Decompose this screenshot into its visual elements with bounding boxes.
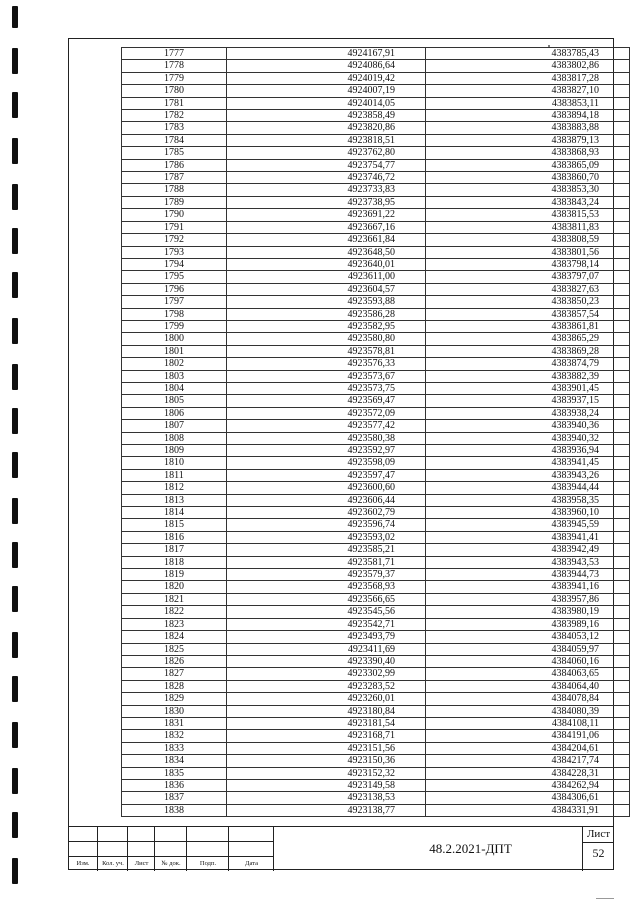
coordinate-x: 4923858,49 [227, 110, 426, 122]
coordinate-y: 4383957,86 [426, 593, 630, 605]
binding-mark [12, 92, 18, 118]
table-row [122, 469, 630, 481]
point-number: 1784 [122, 134, 227, 146]
point-number: 1796 [122, 283, 227, 295]
binding-mark [12, 768, 18, 794]
point-number: 1789 [122, 196, 227, 208]
coordinate-x: 4923582,95 [227, 320, 426, 332]
coordinate-y: 4383802,86 [426, 60, 630, 72]
coordinate-x: 4923573,75 [227, 382, 426, 394]
coordinate-y: 4383940,36 [426, 420, 630, 432]
table-row [122, 779, 630, 791]
point-number: 1799 [122, 320, 227, 332]
coordinate-y: 4383860,70 [426, 172, 630, 184]
table-row [122, 345, 630, 357]
title-block [68, 826, 614, 870]
table-row [122, 159, 630, 171]
point-number: 1815 [122, 519, 227, 531]
binding-mark [12, 858, 18, 884]
point-number: 1794 [122, 258, 227, 270]
point-number: 1820 [122, 581, 227, 593]
point-number: 1811 [122, 469, 227, 481]
table-row [122, 110, 630, 122]
binding-mark [12, 318, 18, 344]
coordinate-y: 4383798,14 [426, 258, 630, 270]
coordinate-x: 4923596,74 [227, 519, 426, 531]
point-number: 1779 [122, 72, 227, 84]
point-number: 1805 [122, 395, 227, 407]
coordinate-y: 4383883,88 [426, 122, 630, 134]
coordinate-x: 4923818,51 [227, 134, 426, 146]
coordinate-y: 4383815,53 [426, 209, 630, 221]
table-row [122, 655, 630, 667]
coordinate-x: 4924167,91 [227, 48, 426, 60]
coordinate-x: 4923593,02 [227, 531, 426, 543]
point-number: 1807 [122, 420, 227, 432]
table-row [122, 72, 630, 84]
coordinate-x: 4923648,50 [227, 246, 426, 258]
point-number: 1780 [122, 85, 227, 97]
scan-speck [596, 898, 614, 899]
coordinate-x: 4923606,44 [227, 494, 426, 506]
coordinate-y: 4383945,59 [426, 519, 630, 531]
table-row [122, 804, 630, 816]
coordinate-x: 4923493,79 [227, 631, 426, 643]
table-row [122, 730, 630, 742]
coordinate-y: 4384060,16 [426, 655, 630, 667]
binding-mark [12, 48, 18, 74]
point-number: 1792 [122, 234, 227, 246]
point-number: 1821 [122, 593, 227, 605]
table-row [122, 85, 630, 97]
table-row [122, 631, 630, 643]
table-row [122, 519, 630, 531]
coordinate-y: 4384108,11 [426, 717, 630, 729]
coordinate-x: 4923667,16 [227, 221, 426, 233]
binding-mark [12, 586, 18, 612]
coordinate-x: 4924019,42 [227, 72, 426, 84]
coordinate-y: 4384053,12 [426, 631, 630, 643]
coordinate-x: 4923661,84 [227, 234, 426, 246]
coordinate-x: 4923585,21 [227, 544, 426, 556]
coordinate-y: 4383865,29 [426, 333, 630, 345]
table-row [122, 134, 630, 146]
point-number: 1831 [122, 717, 227, 729]
point-number: 1829 [122, 693, 227, 705]
table-row [122, 432, 630, 444]
coordinate-y: 4383797,07 [426, 271, 630, 283]
header-date: Дата [245, 860, 258, 867]
table-row [122, 445, 630, 457]
coordinate-y: 4383941,16 [426, 581, 630, 593]
coordinate-x: 4923580,38 [227, 432, 426, 444]
coordinate-y: 4383850,23 [426, 296, 630, 308]
coordinate-y: 4383874,79 [426, 358, 630, 370]
table-row [122, 234, 630, 246]
coordinate-y: 4384306,61 [426, 792, 630, 804]
table-row [122, 643, 630, 655]
table-row [122, 693, 630, 705]
coordinate-x: 4923569,47 [227, 395, 426, 407]
point-number: 1818 [122, 556, 227, 568]
coordinate-y: 4383869,28 [426, 345, 630, 357]
table-row [122, 196, 630, 208]
table-row [122, 618, 630, 630]
table-row [122, 556, 630, 568]
table-row [122, 209, 630, 221]
point-number: 1797 [122, 296, 227, 308]
point-number: 1832 [122, 730, 227, 742]
coordinate-y: 4384217,74 [426, 755, 630, 767]
point-number: 1785 [122, 147, 227, 159]
coordinate-y: 4384204,61 [426, 742, 630, 754]
coordinate-x: 4923138,53 [227, 792, 426, 804]
table-row [122, 581, 630, 593]
coordinate-y: 4383942,49 [426, 544, 630, 556]
sheet-label: Лист [586, 828, 611, 840]
coordinate-x: 4923149,58 [227, 779, 426, 791]
table-row [122, 742, 630, 754]
point-number: 1813 [122, 494, 227, 506]
table-row [122, 48, 630, 60]
binding-mark [12, 452, 18, 478]
table-row [122, 792, 630, 804]
coordinate-x: 4923602,79 [227, 507, 426, 519]
coordinate-y: 4383901,45 [426, 382, 630, 394]
binding-mark [12, 184, 18, 210]
coordinate-x: 4923580,80 [227, 333, 426, 345]
point-number: 1781 [122, 97, 227, 109]
table-row [122, 296, 630, 308]
header-signature: Подп. [199, 860, 217, 867]
coordinate-y: 4383857,54 [426, 308, 630, 320]
coordinate-y: 4383879,13 [426, 134, 630, 146]
point-number: 1823 [122, 618, 227, 630]
point-number: 1795 [122, 271, 227, 283]
coordinate-y: 4384064,40 [426, 680, 630, 692]
point-number: 1777 [122, 48, 227, 60]
point-number: 1787 [122, 172, 227, 184]
table-row [122, 382, 630, 394]
coordinate-x: 4923150,36 [227, 755, 426, 767]
coordinate-x: 4923733,83 [227, 184, 426, 196]
table-row [122, 531, 630, 543]
coordinate-x: 4923581,71 [227, 556, 426, 568]
table-row [122, 668, 630, 680]
table-row [122, 494, 630, 506]
point-number: 1809 [122, 445, 227, 457]
coordinate-y: 4384078,84 [426, 693, 630, 705]
table-row [122, 221, 630, 233]
point-number: 1804 [122, 382, 227, 394]
coordinate-x: 4923411,69 [227, 643, 426, 655]
coordinate-y: 4383941,41 [426, 531, 630, 543]
binding-mark [12, 408, 18, 434]
coordinate-x: 4923578,81 [227, 345, 426, 357]
coordinate-x: 4923152,32 [227, 767, 426, 779]
table-row [122, 122, 630, 134]
table-row [122, 333, 630, 345]
point-number: 1778 [122, 60, 227, 72]
coordinate-x: 4923586,28 [227, 308, 426, 320]
point-number: 1801 [122, 345, 227, 357]
table-row [122, 457, 630, 469]
coordinate-y: 4383817,28 [426, 72, 630, 84]
point-number: 1827 [122, 668, 227, 680]
coordinate-x: 4923260,01 [227, 693, 426, 705]
coordinate-y: 4384262,94 [426, 779, 630, 791]
point-number: 1817 [122, 544, 227, 556]
coordinate-y: 4384063,65 [426, 668, 630, 680]
sheet-number: 52 [592, 846, 605, 860]
table-row [122, 283, 630, 295]
coordinate-x: 4923577,42 [227, 420, 426, 432]
table-row [122, 370, 630, 382]
coordinate-y: 4384059,97 [426, 643, 630, 655]
binding-mark [12, 632, 18, 658]
coordinate-x: 4923691,22 [227, 209, 426, 221]
table-row [122, 271, 630, 283]
coordinate-x: 4923545,56 [227, 606, 426, 618]
coordinate-y: 4383944,44 [426, 482, 630, 494]
coordinate-x: 4923168,71 [227, 730, 426, 742]
table-row [122, 544, 630, 556]
coordinate-y: 4383943,53 [426, 556, 630, 568]
point-number: 1790 [122, 209, 227, 221]
coordinate-y: 4383937,15 [426, 395, 630, 407]
coordinate-x: 4923604,57 [227, 283, 426, 295]
point-number: 1810 [122, 457, 227, 469]
coordinate-y: 4383989,16 [426, 618, 630, 630]
point-number: 1826 [122, 655, 227, 667]
coordinate-y: 4383785,43 [426, 48, 630, 60]
point-number: 1802 [122, 358, 227, 370]
binding-mark [12, 722, 18, 748]
coordinate-y: 4383868,93 [426, 147, 630, 159]
table-row [122, 482, 630, 494]
binding-mark [12, 812, 18, 838]
coordinate-y: 4384228,31 [426, 767, 630, 779]
binding-mark [12, 364, 18, 390]
header-change: Изм. [76, 860, 90, 867]
table-row [122, 767, 630, 779]
point-number: 1835 [122, 767, 227, 779]
point-number: 1803 [122, 370, 227, 382]
coordinate-x: 4924086,64 [227, 60, 426, 72]
coordinate-x: 4923283,52 [227, 680, 426, 692]
point-number: 1834 [122, 755, 227, 767]
coordinate-x: 4923598,09 [227, 457, 426, 469]
coordinate-x: 4923600,60 [227, 482, 426, 494]
coordinate-y: 4383827,63 [426, 283, 630, 295]
coordinate-x: 4923573,67 [227, 370, 426, 382]
point-number: 1783 [122, 122, 227, 134]
coordinate-x: 4923568,93 [227, 581, 426, 593]
header-doc-number: № док. [161, 860, 181, 867]
point-number: 1830 [122, 705, 227, 717]
coordinate-y: 4383960,10 [426, 507, 630, 519]
coordinate-y: 4383936,94 [426, 445, 630, 457]
coordinate-x: 4923180,84 [227, 705, 426, 717]
coordinate-y: 4383882,39 [426, 370, 630, 382]
coordinate-x: 4923302,99 [227, 668, 426, 680]
table-row [122, 97, 630, 109]
table-row [122, 184, 630, 196]
point-number: 1814 [122, 507, 227, 519]
point-number: 1798 [122, 308, 227, 320]
point-number: 1806 [122, 407, 227, 419]
document-code: 48.2.2021-ДПТ [429, 841, 512, 856]
table-row [122, 507, 630, 519]
table-row [122, 407, 630, 419]
coordinate-y: 4383811,83 [426, 221, 630, 233]
point-number: 1808 [122, 432, 227, 444]
coordinate-x: 4923151,56 [227, 742, 426, 754]
coordinate-y: 4383801,56 [426, 246, 630, 258]
point-number: 1838 [122, 804, 227, 816]
coordinate-x: 4923762,80 [227, 147, 426, 159]
coordinate-x: 4923572,09 [227, 407, 426, 419]
coordinates-table [121, 47, 630, 817]
point-number: 1782 [122, 110, 227, 122]
coordinate-y: 4383958,35 [426, 494, 630, 506]
coordinate-y: 4384331,91 [426, 804, 630, 816]
coordinate-x: 4924014,05 [227, 97, 426, 109]
table-row [122, 246, 630, 258]
coordinate-y: 4383938,24 [426, 407, 630, 419]
coordinate-x: 4923746,72 [227, 172, 426, 184]
coordinate-x: 4923820,86 [227, 122, 426, 134]
coordinate-x: 4923181,54 [227, 717, 426, 729]
coordinate-x: 4923542,71 [227, 618, 426, 630]
point-number: 1816 [122, 531, 227, 543]
point-number: 1824 [122, 631, 227, 643]
coordinate-x: 4923138,77 [227, 804, 426, 816]
coordinate-x: 4923576,33 [227, 358, 426, 370]
point-number: 1800 [122, 333, 227, 345]
point-number: 1837 [122, 792, 227, 804]
coordinate-y: 4383861,81 [426, 320, 630, 332]
coordinate-y: 4383827,10 [426, 85, 630, 97]
coordinate-x: 4923738,95 [227, 196, 426, 208]
coordinate-x: 4923597,47 [227, 469, 426, 481]
table-row [122, 395, 630, 407]
coordinate-y: 4384080,39 [426, 705, 630, 717]
coordinate-x: 4923640,01 [227, 258, 426, 270]
coordinate-y: 4383980,19 [426, 606, 630, 618]
coordinate-y: 4384191,06 [426, 730, 630, 742]
table-row [122, 593, 630, 605]
table-row [122, 420, 630, 432]
table-row [122, 755, 630, 767]
binding-mark [12, 138, 18, 164]
coordinate-x: 4924007,19 [227, 85, 426, 97]
point-number: 1833 [122, 742, 227, 754]
header-count: Кол. уч. [102, 860, 124, 867]
table-row [122, 320, 630, 332]
coordinate-x: 4923611,00 [227, 271, 426, 283]
table-row [122, 680, 630, 692]
coordinate-y: 4383944,73 [426, 569, 630, 581]
coordinate-y: 4383808,59 [426, 234, 630, 246]
coordinate-x: 4923593,88 [227, 296, 426, 308]
coordinate-y: 4383940,32 [426, 432, 630, 444]
point-number: 1828 [122, 680, 227, 692]
table-row [122, 358, 630, 370]
coordinate-x: 4923754,77 [227, 159, 426, 171]
point-number: 1825 [122, 643, 227, 655]
coordinate-x: 4923579,37 [227, 569, 426, 581]
binding-mark [12, 542, 18, 568]
point-number: 1812 [122, 482, 227, 494]
point-number: 1793 [122, 246, 227, 258]
point-number: 1791 [122, 221, 227, 233]
binding-mark [12, 6, 18, 28]
coordinate-y: 4383843,24 [426, 196, 630, 208]
coordinate-x: 4923390,40 [227, 655, 426, 667]
coordinate-y: 4383865,09 [426, 159, 630, 171]
table-row [122, 717, 630, 729]
binding-mark [12, 498, 18, 524]
coordinate-y: 4383853,30 [426, 184, 630, 196]
table-row [122, 147, 630, 159]
binding-mark [12, 272, 18, 298]
table-row [122, 60, 630, 72]
header-sheet: Лист [134, 860, 149, 867]
point-number: 1819 [122, 569, 227, 581]
point-number: 1836 [122, 779, 227, 791]
table-row [122, 172, 630, 184]
coordinate-y: 4383853,11 [426, 97, 630, 109]
coordinate-x: 4923592,97 [227, 445, 426, 457]
table-row [122, 606, 630, 618]
point-number: 1822 [122, 606, 227, 618]
table-row [122, 308, 630, 320]
binding-mark [12, 676, 18, 702]
table-row [122, 569, 630, 581]
table-row [122, 705, 630, 717]
table-row [122, 258, 630, 270]
coordinate-y: 4383943,26 [426, 469, 630, 481]
coordinate-x: 4923566,65 [227, 593, 426, 605]
coordinate-y: 4383941,45 [426, 457, 630, 469]
binding-mark [12, 228, 18, 254]
coordinate-y: 4383894,18 [426, 110, 630, 122]
point-number: 1788 [122, 184, 227, 196]
point-number: 1786 [122, 159, 227, 171]
